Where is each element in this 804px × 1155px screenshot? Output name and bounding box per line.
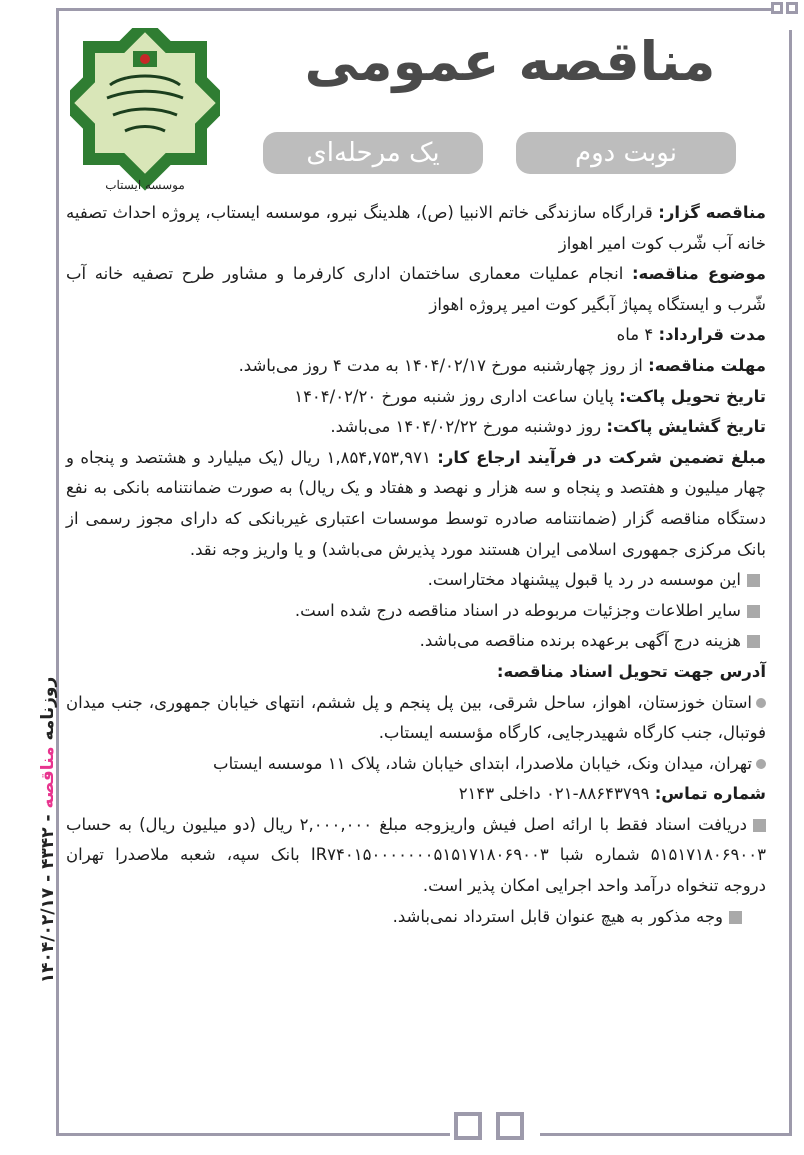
- dot-bullet-icon: [756, 759, 766, 769]
- subject-text: انجام عملیات معماری ساختمان اداری کارفرما و مشاور طرح تصفیه خانه آب شّرب و ایستگاه پمپاژ آبگیر کوت امیر پروژه اهواز: [66, 264, 766, 314]
- deadline-text: از روز چهارشنبه مورخ ۱۴۰۴/۰۲/۱۷ به مدت ۴ روز می‌باشد.: [238, 355, 649, 375]
- publication-turn-badge: نوبت دوم: [516, 132, 736, 174]
- payment-note: دریافت اسناد فقط با ارائه اصل فیش واریزوجه مبلغ ۲,۰۰۰,۰۰۰ ریال (دو میلیون ریال) به حساب ۵۱۵۱۷۱۸۰۶۹۰۰۳ شماره شبا IR۷۴۰۱۵۰۰۰۰۰۰۰۵۱۵۱۷۱۸۰۶۹۰۰۳ بانک سپه، شعبه ملاصدرا تهران دروجه تنخواه درآمد واحد اجرایی امکان پذیر است.: [66, 814, 767, 896]
- frame-corner-tab: [771, 0, 801, 30]
- ad-title: مناقصه عمومی: [304, 30, 716, 93]
- frame-bottom-tabs: [450, 1110, 540, 1146]
- newspaper-side-label: [28, 676, 68, 984]
- address-heading: آدرس جهت تحویل اسناد مناقصه:: [496, 661, 766, 681]
- submission-date: [66, 382, 766, 413]
- refund-note: وجه مذکور به هیچ عنوان قابل استرداد نمی‌باشد.: [66, 902, 766, 933]
- square-bullet-icon: [747, 574, 760, 587]
- logo-caption: موسسه ایستاب: [105, 178, 185, 192]
- duration-label: مدت قرارداد:: [658, 325, 766, 345]
- subject-label: موضوع مناقصه:: [631, 264, 766, 284]
- square-bullet-icon: [747, 605, 760, 618]
- organization-logo: [70, 28, 220, 203]
- guarantee-label: مبلغ تضمین شرکت در فرآیند ارجاع کار:: [437, 447, 766, 467]
- dot-bullet-icon: [756, 698, 766, 708]
- newspaper-brand: مناقصه: [38, 746, 58, 809]
- opening-label: تاریخ گشایش پاکت:: [606, 417, 766, 437]
- phone-text: ۸۸۶۴۳۷۹۹-۰۲۱ داخلی ۲۱۴۳: [458, 784, 655, 804]
- organizer-text: قرارگاه سازندگی خاتم الانبیا (ص)، هلدینگ نیرو، موسسه ایستاب، پروژه احداث تصفیه خانه آب شّرب کوت امیر اهواز: [66, 203, 766, 253]
- note-item: این موسسه در رد یا قبول پیشنهاد مختاراست.: [66, 565, 766, 596]
- issue-info: - ۴۳۴۲ - ۱۴۰۴/۰۲/۱۷: [38, 814, 58, 984]
- note-item: هزینه درج آگهی برعهده برنده مناقصه می‌باشد.: [66, 626, 766, 657]
- contract-duration: [66, 320, 766, 351]
- newspaper-prefix: روزنامه: [38, 676, 58, 741]
- tender-deadline: [66, 351, 766, 382]
- note-item: سایر اطلاعات وجزئیات مربوطه در اسناد مناقصه درج شده است.: [66, 596, 766, 627]
- submission-text: پایان ساعت اداری روز شنبه مورخ ۱۴۰۴/۰۲/۲۰: [294, 386, 620, 406]
- square-bullet-icon: [747, 635, 760, 648]
- submission-label: تاریخ تحویل پاکت:: [619, 386, 766, 406]
- contact-phone: [66, 779, 766, 810]
- opening-date: [66, 412, 766, 443]
- organizer-label: مناقصه گزار:: [658, 203, 766, 222]
- deadline-label: مهلت مناقصه:: [648, 355, 766, 375]
- ad-body: [66, 198, 766, 932]
- guarantee-amount: [66, 443, 766, 565]
- address-item: استان خوزستان، اهواز، ساحل شرقی، بین پل پنجم و پل ششم، انتهای خیابان جمهوری، جنب میدان فوتبال، جنب کارگاه شهیدرجایی، کارگاه مؤسسه ایستاب.: [66, 692, 766, 743]
- square-bullet-icon: [753, 819, 766, 832]
- address-item: تهران، میدان ونک، خیابان ملاصدرا، ابتدای خیابان شاد، پلاک ۱۱ موسسه ایستاب: [66, 749, 766, 780]
- square-bullet-icon: [729, 911, 742, 924]
- guarantee-text: ۱,۸۵۴,۷۵۳,۹۷۱ ریال (یک میلیارد و هشتصد و پنجاه و چهار میلیون و هفتصد و پنجاه و سه هزار و نهصد و هفتاد و یک ریال) به صورت ضمانتنامه بانکی به نفع دستگاه مناقصه گزار (ضمانتنامه صادره توسط موسسات اعتباری غیربانکی که دارای مجوز رسمی از بانک مرکزی جمهوری اسلامی ایران هستند مورد پذیرش می‌باشد) و یا واریز وجه نقد.: [66, 447, 766, 559]
- opening-text: روز دوشنبه مورخ ۱۴۰۴/۰۲/۲۲ می‌باشد.: [330, 417, 607, 437]
- tender-subject: [66, 259, 766, 320]
- tender-organizer: [66, 198, 766, 259]
- phone-label: شماره تماس:: [654, 784, 766, 804]
- duration-text: ۴ ماه: [616, 325, 659, 345]
- tender-stage-badge: یک مرحله‌ای: [263, 132, 483, 174]
